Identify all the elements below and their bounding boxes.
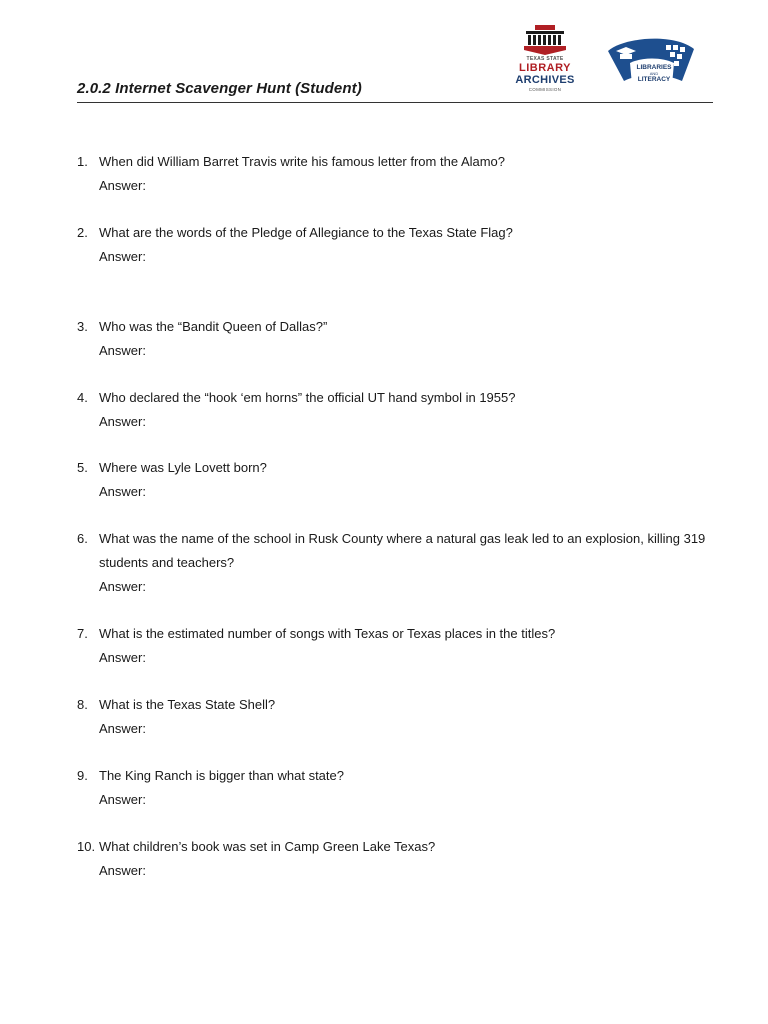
capitol-building-icon	[512, 24, 578, 56]
answer-label: Answer:	[99, 863, 146, 878]
question-item-8	[77, 693, 727, 741]
tsl-logo-commission-text: COMMISSION	[528, 87, 562, 92]
answer-label: Answer:	[99, 414, 146, 429]
question-item-9	[77, 764, 727, 812]
question-item-10	[77, 835, 727, 883]
answer-label: Answer:	[99, 249, 146, 264]
question-number: 4.	[77, 390, 88, 405]
tsl-logo-top-text: TEXAS STATE	[526, 56, 564, 62]
question-number: 5.	[77, 460, 88, 475]
question-item-7	[77, 622, 727, 670]
tsl-logo-archives-text: ARCHIVES	[515, 74, 575, 86]
question-text: What is the estimated number of songs with Texas or Texas places in the titles?	[99, 626, 556, 641]
title-divider	[77, 102, 713, 103]
answer-label: Answer:	[99, 650, 146, 665]
question-item-3	[77, 315, 727, 363]
libraries-literacy-logo	[604, 33, 700, 91]
ll-logo-literacy-text: LITERACY	[637, 76, 671, 83]
question-number: 2.	[77, 225, 88, 240]
tsl-logo-library-text: LIBRARY	[519, 62, 571, 74]
question-number: 3.	[77, 319, 88, 334]
question-item-6	[77, 527, 727, 599]
answer-label: Answer:	[99, 484, 146, 499]
question-text: What children’s book was set in Camp Green Lake Texas?	[99, 839, 436, 854]
answer-label: Answer:	[99, 792, 146, 807]
question-number: 7.	[77, 626, 88, 641]
answer-label: Answer:	[99, 343, 146, 358]
answer-label: Answer:	[99, 178, 146, 193]
question-number: 1.	[77, 154, 88, 169]
question-text: Who declared the “hook ‘em horns” the official UT hand symbol in 1955?	[99, 390, 516, 405]
question-number: 6.	[77, 531, 88, 546]
ll-logo-and-text: AND	[649, 71, 659, 76]
ll-logo-libraries-text: LIBRARIES	[636, 64, 672, 71]
question-text: What is the Texas State Shell?	[99, 697, 276, 712]
question-text: The King Ranch is bigger than what state?	[99, 768, 344, 783]
question-number: 9.	[77, 768, 88, 783]
question-number: 10.	[77, 839, 96, 854]
question-item-1	[77, 150, 727, 198]
question-text: What are the words of the Pledge of Allegiance to the Texas State Flag?	[99, 225, 513, 240]
question-item-5	[77, 456, 727, 504]
question-number: 8.	[77, 697, 88, 712]
question-text: Where was Lyle Lovett born?	[99, 460, 267, 475]
question-item-4	[77, 386, 727, 434]
question-text: Who was the “Bandit Queen of Dallas?”	[99, 319, 328, 334]
question-text: When did William Barret Travis write his famous letter from the Alamo?	[99, 154, 506, 169]
page-title: 2.0.2 Internet Scavenger Hunt (Student)	[77, 80, 362, 97]
answer-label: Answer:	[99, 579, 146, 594]
tsl-archives-logo	[512, 24, 578, 94]
question-text: What was the name of the school in Rusk County where a natural gas leak led to an explosion, killing 319 students and teachers?	[99, 531, 706, 570]
answer-label: Answer:	[99, 721, 146, 736]
question-item-2	[77, 221, 727, 269]
